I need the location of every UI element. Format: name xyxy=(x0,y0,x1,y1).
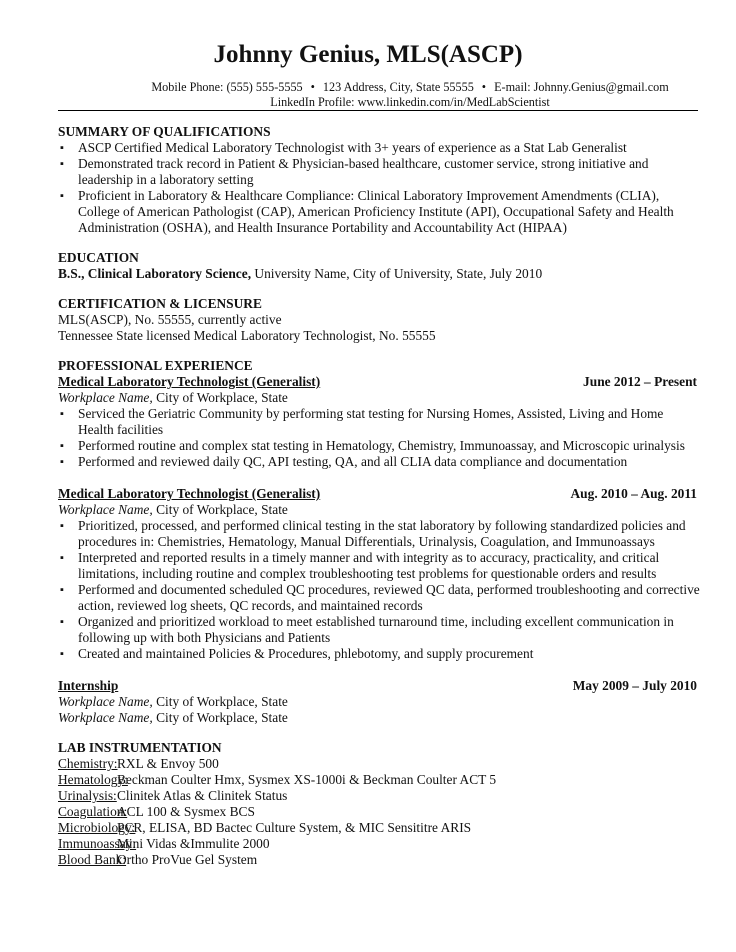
instrument-list: Clinitek Atlas & Clinitek Status xyxy=(117,788,288,803)
instrument-list: RXL & Envoy 500 xyxy=(117,756,219,771)
text-line: ▪ Prioritized, processed, and performed clinical testing in the stat laboratory by following standardized policies and xyxy=(78,518,686,533)
workplace-name: Workplace Name, xyxy=(58,694,153,709)
section-heading: LAB INSTRUMENTATION xyxy=(58,740,222,755)
summary-item xyxy=(58,156,703,188)
job-dates: Aug. 2010 – Aug. 2011 xyxy=(570,486,697,501)
certification-line: Tennessee State licensed Medical Laboratory Technologist, No. 55555 xyxy=(58,328,436,343)
text-line: ▪ Demonstrated track record in Patient & Physician-based healthcare, customer service, strong initiative and xyxy=(78,156,649,171)
text-line: College of American Pathologist (CAP), American Proficiency Institute (API), Occupational Safety and Health xyxy=(78,204,674,219)
workplace-location: City of Workplace, State xyxy=(152,694,288,709)
job-dates: June 2012 – Present xyxy=(583,374,697,389)
phone: Mobile Phone: (555) 555-5555 xyxy=(151,80,303,94)
summary-list xyxy=(58,140,703,236)
instrument-category: Hematology: xyxy=(58,772,128,787)
instrument-category: Urinalysis: xyxy=(58,788,117,803)
linkedin-profile[interactable]: LinkedIn Profile: www.linkedin.com/in/MedLabScientist xyxy=(270,95,550,109)
workplace-name: Workplace Name, xyxy=(58,710,153,725)
duty-item xyxy=(58,438,703,454)
instrument-category: Chemistry: xyxy=(58,756,118,771)
summary-item xyxy=(58,140,703,156)
duty-item xyxy=(58,646,703,662)
job-title: Medical Laboratory Technologist (Generalist) xyxy=(58,486,321,501)
duty-item xyxy=(58,406,703,438)
text-line: ▪ Serviced the Geriatric Community by performing stat testing for Nursing Homes, Assisted, Living and Home xyxy=(78,406,664,421)
text-line: Administration (OSHA), and Health Insurance Portability and Accountability Act (HIPAA) xyxy=(78,220,567,235)
instrumentation-table xyxy=(58,756,703,868)
workplace-location: City of Workplace, State xyxy=(152,710,288,725)
instrument-category: Microbiology: xyxy=(58,820,136,835)
degree-detail: University Name, City of University, State, July 2010 xyxy=(251,266,543,281)
experience-section xyxy=(58,358,703,726)
address: 123 Address, City, State 55555 xyxy=(322,80,474,94)
workplace-name: Workplace Name, xyxy=(58,390,153,405)
workplace-location: City of Workplace, State xyxy=(152,390,288,405)
instrument-list: ACL 100 & Sysmex BCS xyxy=(117,804,255,819)
bullet-separator: • xyxy=(481,80,487,94)
text-line: following up with both Physicians and Patients xyxy=(78,630,331,645)
certification-section xyxy=(58,296,703,344)
duty-item xyxy=(58,550,703,582)
degree-line xyxy=(58,266,703,282)
text-line: limitations, including routine and complex troubleshooting test problems for questionable orders and results xyxy=(78,566,657,581)
job-header xyxy=(58,486,703,502)
text-line: ▪ Interpreted and reported results in a timely manner and with integrity as to accuracy, practicality, and critical xyxy=(78,550,660,565)
section-heading: PROFESSIONAL EXPERIENCE xyxy=(58,358,253,373)
section-heading: EDUCATION xyxy=(58,250,139,265)
education-section xyxy=(58,250,703,282)
job-duties xyxy=(58,406,703,470)
text-line: ▪ Proficient in Laboratory & Healthcare Compliance: Clinical Laboratory Improvement Amendments (CLIA), xyxy=(78,188,660,203)
duty-item xyxy=(58,454,703,470)
text-line: ▪ Performed and documented scheduled QC procedures, reviewed QC data, performed troubleshooting and corrective xyxy=(78,582,700,597)
instrumentation-section xyxy=(58,740,703,868)
instrument-list: PCR, ELISA, BD Bactec Culture System, & MIC Sensititre ARIS xyxy=(117,820,472,835)
workplace-location: City of Workplace, State xyxy=(152,502,288,517)
job-entry xyxy=(58,486,703,662)
bullet-separator: • xyxy=(310,80,315,94)
instrument-list: Mini Vidas &Immulite 2000 xyxy=(117,836,270,851)
job-duties xyxy=(58,518,703,662)
resume-body xyxy=(58,124,703,868)
job-entry xyxy=(58,374,703,470)
workplace-line xyxy=(58,710,703,726)
text-line: Health facilities xyxy=(78,422,164,437)
contact-line xyxy=(130,80,690,95)
job-dates: May 2009 – July 2010 xyxy=(572,678,697,693)
text-line: ▪ Organized and prioritized workload to meet established turnaround time, including excellent communication in xyxy=(78,614,674,629)
text-line: action, reviewed log sheets, QC records, and maintained records xyxy=(78,598,423,613)
header-divider xyxy=(58,110,698,111)
job-title: Internship xyxy=(58,678,119,693)
section-heading: SUMMARY OF QUALIFICATIONS xyxy=(58,124,271,139)
degree: B.S., Clinical Laboratory Science, xyxy=(58,266,252,281)
workplace-line xyxy=(58,694,703,710)
text-line: ▪ ASCP Certified Medical Laboratory Technologist with 3+ years of experience as a Stat Lab Generalist xyxy=(78,140,627,155)
duty-item xyxy=(58,518,703,550)
email[interactable]: E-mail: Johnny.Genius@gmail.com xyxy=(494,80,669,94)
job-title: Medical Laboratory Technologist (Generalist) xyxy=(58,374,321,389)
text-line: leadership in a laboratory setting xyxy=(78,172,254,187)
summary-item xyxy=(58,188,703,236)
instrument-list: Ortho ProVue Gel System xyxy=(117,852,258,867)
duty-item xyxy=(58,614,703,646)
workplace-line xyxy=(58,390,703,406)
workplace-line xyxy=(58,502,703,518)
candidate-name: Johnny Genius, MLS(ASCP) xyxy=(213,41,523,68)
instrument-category: Blood Bank: xyxy=(58,852,127,867)
contact-info xyxy=(130,80,690,110)
text-line: procedures in: Chemistries, Hematology, Manual Differentials, Urinalysis, Coagulation, and Immunoassays xyxy=(78,534,655,549)
job-header xyxy=(58,374,703,390)
workplace-name: Workplace Name, xyxy=(58,502,153,517)
instrument-list: Beckman Coulter Hmx, Sysmex XS-1000i & Beckman Coulter ACT 5 xyxy=(117,772,497,787)
text-line: ▪ Performed and reviewed daily QC, API testing, QA, and all CLIA data compliance and documentation xyxy=(78,454,628,469)
text-line: ▪ Created and maintained Policies & Procedures, phlebotomy, and supply procurement xyxy=(78,646,534,661)
job-header xyxy=(58,678,703,694)
summary-section xyxy=(58,124,703,236)
certification-line: MLS(ASCP), No. 55555, currently active xyxy=(58,312,282,327)
internship-entry xyxy=(58,678,703,726)
text-line: ▪ Performed routine and complex stat testing in Hematology, Chemistry, Immunoassay, and Microscopic urinalysis xyxy=(78,438,685,453)
instrument-category: Coagulation: xyxy=(58,804,128,819)
section-heading: CERTIFICATION & LICENSURE xyxy=(58,296,262,311)
duty-item xyxy=(58,582,703,614)
instrument-category: Immunoassay: xyxy=(58,836,137,851)
